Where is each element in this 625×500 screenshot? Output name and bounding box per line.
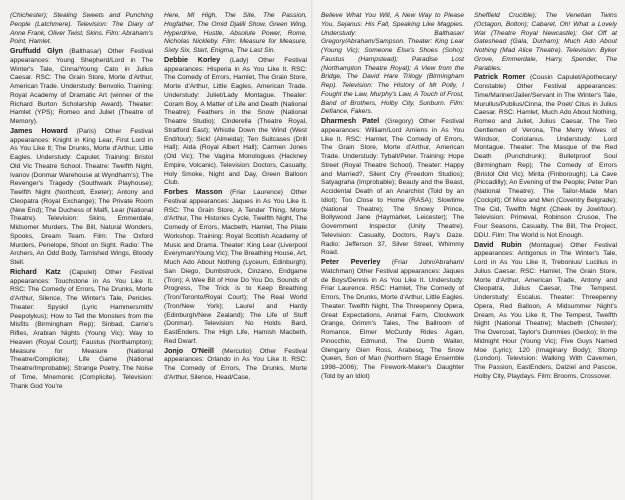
actor-name: Dharmesh Patel — [321, 116, 380, 125]
bio-continuation — [321, 12, 464, 117]
actor-name: David Rubin — [474, 239, 522, 249]
left-page — [0, 0, 312, 500]
actor-name: Forbes Masson — [164, 187, 223, 196]
bio-continuation — [164, 12, 307, 56]
bio-entry — [10, 268, 153, 392]
actor-name: Patrick Romer — [474, 72, 526, 82]
column-2 — [164, 12, 307, 383]
actor-name: James Howard — [10, 125, 68, 135]
credits-continuation: Here, MI High, The Site, The Passion, Hogfather, The Omid Djalili Show, Green Wing, Hyperdrive, Hustle, Absolute Power, Rome, Nicholas Nickleby. Film: Measure for Measure, Sixty Six, Start, Enigma, The Last Sin. — [164, 12, 307, 54]
actor-credits: (Friar Laurence) Other Festival appearances: Jaques in As You Like It. RSC: The Grain Store, A Tender Thing, Morte d'Arthur, The Histories Cycle, Twelfth Night, The Comedy of Errors, Macbeth, Hamlet, The Pilate Workshop. Training: Royal Scottish Academy of Music and Drama. Theater: King Lear (Liverpool Everyman/Young Vic); The Breathing House, Art, Much Ado About Nothing (Lyceum, Edinburgh); San Diego, Dumbstruck, Cinzano, Endgame (Tron); A Wee Bit of How Do You Do, Sounds of Progress, The Trick is to Keep Breathing (Tron/Toronto/Royal Court); The Real World (Tron/New York); Laurel and Hardy (Edinburgh/New Zealand); The Life of Stuff (Donmar). Television: No Holds Bard, EastEnders. The High Life, Hamish Macbeth, Red Dwarf. — [164, 189, 307, 345]
actor-credits: (Paris) Other Festival appearances: Knight in King Lear, First Lord in As You Like It; The Drunks, Morte d'Arthur, Little Eagles. Understudy: Capulet. Training: Bristol Old Vic Theatre School. Theatre: Twelfth Night, Ivanov (Donmar Warehouse at Wyndham's); The Revenger's Tragedy (Southwark Playhouse); Twelfth Night (Northcott, Exeter); Antony and Cleopatra (Royal Exchange); The Private Room (New End); The Duchess of Malfi, Lear (National Theatre). Television: Skins, Emmerdale, Midsomer Murders, The Bill, Natural Wonders, Spooks, Dream Team. Film: The Oxford Murders, Penelope, Shoot on Sight. Radio: The Archers, An Odd Body, Tarnished Wings, Bloody Stell. — [10, 127, 154, 266]
actor-credits: (Cousin Capulet/Apothecary/ Constable) Other Festival appearances: Time/Mariner/Jailer/Servant in The Winter's Tale, Murullus/Publius/Cinna, the Poet/ Citus in Julius Caesar. RSC: Hamlet, Much Ado About Nothing, Romeo and Juliet, Julius Caesar, The Two Gentlemen of Verona, The Merry Wives of Windsor, Coriolanus. Understudy: Lord Montague. Theater: The Masque of the Red Death (Punchdrunk); Bulletproof Soul (Birmingham Rep); The Comedy of Errors (Bristol Old Vic); Mirita (Finborough); La Cave (Piccadilly); An Evening of the People; Peter Pan (National Theatre); The Tailor-Made Man (Cockpit); Of Mice and Men (Coventry Belgrade); The Cid, Twelfth Night (Cheek by Jowl/tour). Television: Primeval, Robinson Crusoe, The Four Seasons, Casualty, The Bill, The Project, DDU. Film: The World is Not Enough. — [474, 74, 617, 239]
actor-name: Gruffudd Glyn — [10, 46, 64, 55]
bio-entry — [474, 73, 617, 240]
bio-entry — [164, 188, 307, 347]
actor-name: Richard Katz — [10, 266, 61, 276]
actor-credits: (Balthasar) Other Festival appearances: Young Shepherd/Lord in The Winter's Tale, Cinna/Young Cato in Julius Caesar. RSC: The Grain Store, Morte d'Arthur, American Trade. Understudy: Benvolio. Training: Royal Academy of Dramatic Art (winner of the Richard Burton Scholarship Award). Theater: Hamlet (YPS); Romeo and Juliet (Theatre of Memory). — [10, 48, 153, 125]
bio-entry — [164, 56, 307, 188]
actor-name: Peter Peverley — [321, 257, 381, 266]
actor-credits: (Friar John/Abraham/ Watchman) Other Festival appearances: Jaques de Boys/Dennis in As You Like It. Understudy: Friar Laurence. RSC: Hamlet, The Comedy of Errors, The Drunks, Morte d'Arthur, Little Eagles. Theater: Twelfth Night, The Threepenny Opera, Great Expectations, Animal Farm, Clockwork Orange, Grimm's Tales, The Ballroom of Romance, Elmer McCurdy Rides Again, Pinocchio, Edmund, The Dumb Waiter, Glengarry Glen Ross, Arabesq, The Snow Queen, Son of Man (Northern Stage Ensemble 1998–2006); The Firework-Maker's Daughter (Told by an Idiot) — [321, 259, 464, 380]
actor-name: Debbie Korley — [164, 54, 221, 64]
actor-credits: (Mercutio) Other Festival appearances: Orlando in As You Like It. RSC: The Comedy of Errors, The Drunks, Morte d'Arthur, Silence, Head/Case, — [164, 347, 307, 381]
right-page — [313, 0, 625, 500]
actor-name: Jonjo O'Neill — [164, 345, 214, 355]
bio-entry — [164, 347, 307, 383]
column-3 — [321, 12, 464, 382]
column-1 — [10, 12, 153, 391]
actor-credits: (Lady) Other Festival appearances: Hisperia in As You Like It. RSC: The Comedy of Errors, Hamlet, The Grain Store, Morte d'Arthur, Little Eagles, American Trade. Understudy: Juliet/Lady Montague. Theater: Coram Boy, A Matter of Life and Death (National Theatre); Feathers in the Snow (National Theatre Studio); Cinderella (Theatre Royal, Stratford East); Whistle Down the Wind (West End/tour); Sick! (Almeida); Ten Suitcases (Drill Hall); Aida (Royal Albert Hall); Carmen Jones (Old Vic); The Vagina Monologues (Hackney Empire, Volcanic). Television: Doctors, Casualty, Holy Smoke, Night and Day, Green Balloon Club. — [164, 56, 307, 187]
credits-continuation: Believe What You Will, A New Way to Please You, Sejanus: His Fall, Speaking Like Magpies. Understudy: Balthasar/ Gregory/Abraham/Sampson. Theater: King Lear (Young Vic); Someone Else's Shoes (Soho); Faustus (Hampstead); Paradise Lost (Northampton Theatre Royal); A View from the Bridge, The David Hare Trilogy (Birmingham Rep). Television: The History of Mr Polly, I Fought the Law, Murphy's Law, A Touch of Frost, Band of Brothers, Holby City, Sunburn. Film: Defiance, Fakers. — [321, 12, 464, 116]
column-4 — [474, 12, 617, 382]
actor-credits: (Montague) Other Festival appearances: Antigonus in The Winter's Tale, Lord in As You Like It, Trebonius/ Lucilius in Julius Caesar. RSC: Hamlet, The Grain Store, Morte d'Arthur, American Trade, Antony and Cleopatra, Julius Caesar, The Tempest. Understudy: Escalus. Theater: Threepenny Opera, Red Balloon, A Midsummer Night's Dream, As You Like It, The Tempest, Twelfth Night (National Theatre); Macbeth (Chester); The Overcoat, Taylor's Dummies (Gecko); In the Midnight Hour (Young Vic); Five Guys Named Moe (Lyric); 120 (Imaginary Body); Stomp (London). Television: Walking With Cavemen, The Passion, EastEnders, Dalziel and Pascoe, Holby City, Playdays. Film: Brooms, Crossover. — [474, 241, 617, 380]
bio-continuation — [10, 12, 153, 47]
actor-credits: (Capulet) Other Festival appearances: Touchstone in As You Like It. RSC: The Comedy of Errors, The Drunks, Morte d'Arthur, Silence, The Winter's Tale, Pericles. Theater: Spyski! (Lyric Hammersmith/ Peepolykus); How to Tell the Monsters from the Misfits (Birmingham Rep); Sinbad, Carrie's Rifles, Arabian Nights (Young Vic); Way to Heaven (Royal Court); Faustus (Northampton); Measure for Measure (National Theatre/Complicite); Life Game (National Theatre/Improbable); Strange Poetry, The Noise of Time, Mnemonic (Complicite). Television: Thank God You're — [10, 268, 153, 390]
bio-continuation — [474, 12, 617, 73]
bio-entry — [321, 258, 464, 382]
bio-entry — [474, 241, 617, 382]
actor-credits: (Gregory) Other Festival appearances: William/Lord Amiens in As You Like It. RSC: Hamlet, The Comedy of Errors, The Grain Store, Morte d'Arthur, American Trade. Understudy: Tybalt/Peter. Training: Hope Street (Royal Theatre School). Theater: Happy and Married?, Silent Cry (Freedom Studios); Satyagraha (Improbable); Beauty and the Beast, Accidental Death of an Anarchist (Told by an Idiot); Too Close to Home (RASA); Slowtime (National Theatre); The Snowy Prince, Bollywood Jane (Haymarket, Leicester); The Government Inspector (Unity Theatre). Television: Casualty, Doctors, Ray's Daze. Radio: Jefferson 37, Silver Street, Whimmy Road. — [321, 118, 464, 257]
bio-entry — [10, 127, 153, 268]
bio-entry — [10, 47, 153, 127]
bio-entry — [321, 117, 464, 258]
credits-continuation: Sheffield Crucible); The Venetian Twins (Octagon, Bolton); Cabaret, Oh! What a Lovely War (Theatre Royal Newcastle); Get Off at Gateshead (Gala, Durham); Much Ado About Nothing (Mad Alice Theatre). Television: Byker Grove, Emmerdale, Harry, Spender, The Parables. — [474, 12, 617, 72]
credits-continuation: (Chichester); Stealing Sweets and Punching People (Latchmere). Television: The Diary of Anne Frank, Oliver Twist, Skins. Film: Abraham's Point, Hamlet. — [10, 12, 153, 46]
